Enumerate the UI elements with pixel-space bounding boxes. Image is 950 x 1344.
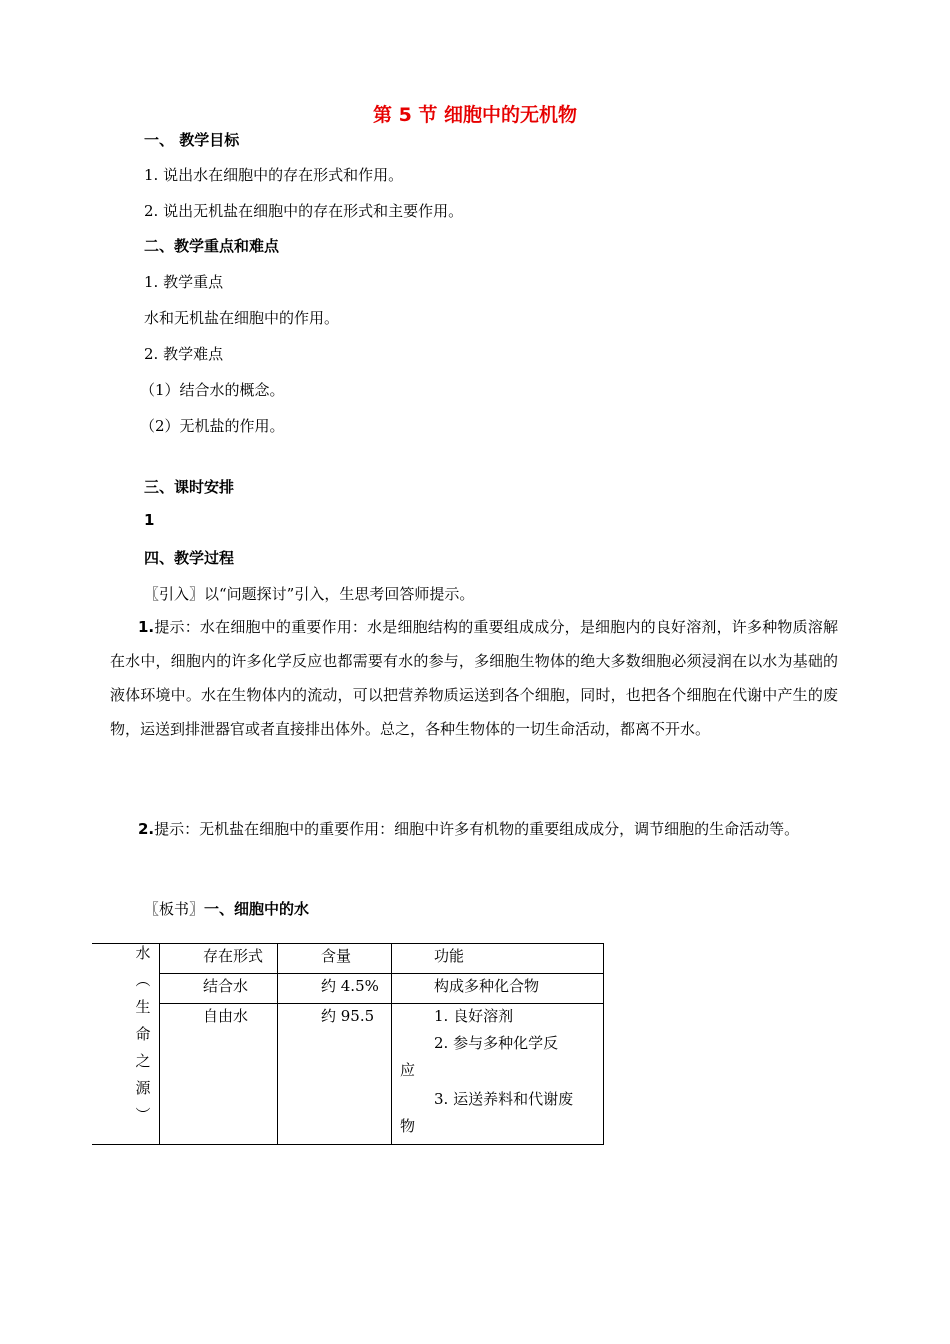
table-header: 功能 (434, 947, 465, 965)
table-border (277, 943, 278, 1145)
section-heading-process: 四、教学过程 (144, 549, 235, 567)
table-row-label: 水 ︵ 生 命 之 源 ︶ (135, 944, 151, 1124)
difficulty-item: （2）无机盐的作用。 (140, 417, 285, 435)
paragraph-salt (110, 812, 838, 846)
paragraph-number: 1. (138, 618, 155, 636)
paragraph-number: 2. (138, 820, 155, 838)
board-title: 一、细胞中的水 (204, 900, 310, 918)
table-border (92, 943, 604, 944)
table-cell-function-item: 物 (400, 1117, 416, 1135)
table-cell-amount: 约 4.5% (321, 977, 379, 995)
table-cell-function-item: 应 (400, 1061, 416, 1079)
section-heading-key-points: 二、教学重点和难点 (144, 237, 280, 255)
paragraph-water (110, 610, 838, 746)
table-border (92, 1144, 604, 1145)
goal-item: 1. 说出水在细胞中的存在形式和作用。 (144, 166, 404, 184)
table-cell-amount: 约 95.5 (321, 1007, 375, 1025)
table-header: 存在形式 (203, 947, 264, 965)
table-header: 含量 (321, 947, 352, 965)
table-cell-form: 自由水 (203, 1007, 249, 1025)
paragraph-text: 提示：无机盐在细胞中的重要作用：细胞中许多有机物的重要组成成分，调节细胞的生命活动等。 (154, 820, 800, 838)
table-cell-function-item: 3. 运送养料和代谢废 (434, 1090, 574, 1108)
table-border (159, 973, 604, 974)
board-heading (144, 898, 309, 919)
intro-text: 〖引入〗以“问题探讨”引入，生思考回答师提示。 (144, 585, 475, 603)
water-table (92, 943, 604, 1145)
board-prefix: 〖板书〗 (144, 900, 205, 918)
key-point-text: 水和无机盐在细胞中的作用。 (144, 309, 340, 327)
table-cell-function-item: 1. 良好溶剂 (434, 1007, 514, 1025)
table-border (159, 1003, 604, 1004)
table-cell-form: 结合水 (203, 977, 249, 995)
section-heading-schedule: 三、课时安排 (144, 478, 235, 496)
table-border (391, 943, 392, 1145)
table-border (159, 943, 160, 1145)
key-point-label: 1. 教学重点 (144, 273, 224, 291)
paragraph-text: 提示：水在细胞中的重要作用：水是细胞结构的重要组成成分，是细胞内的良好溶剂，许多种物质溶解在水中，细胞内的许多化学反应也都需要有水的参与，多细胞生物体的绝大多数细胞必须浸润在以水为基础的液体环境中。水在生物体内的流动，可以把营养物质运送到各个细胞，同时，也把各个细胞在代谢中产生的废物，运送到排泄器官或者直接排出体外。总之，各种生物体的一切生命活动，都离不开水。 (110, 618, 838, 738)
table-cell-function-item: 2. 参与多种化学反 (434, 1034, 559, 1052)
difficulty-item: （1）结合水的概念。 (140, 381, 285, 399)
schedule-value: 1 (144, 511, 155, 529)
table-border (603, 943, 604, 1145)
difficulty-label: 2. 教学难点 (144, 345, 224, 363)
section-heading-goals: 一、 教学目标 (144, 131, 240, 149)
table-cell-function: 构成多种化合物 (434, 977, 540, 995)
goal-item: 2. 说出无机盐在细胞中的存在形式和主要作用。 (144, 202, 464, 220)
page-title: 第 5 节 细胞中的无机物 (372, 104, 578, 126)
